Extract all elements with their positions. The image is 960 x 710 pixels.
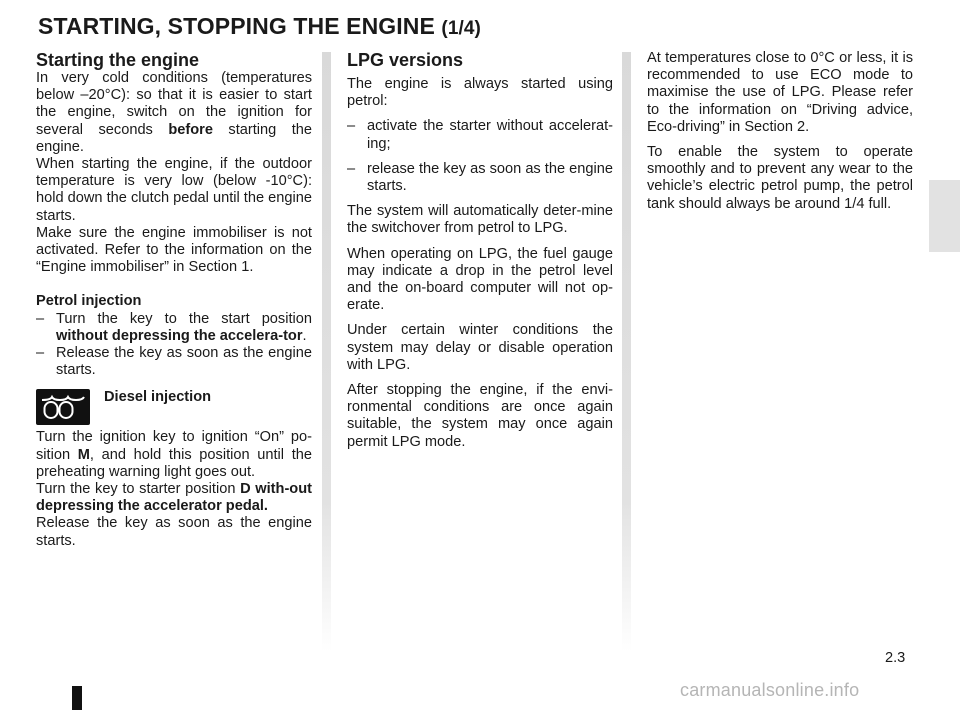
petrol-step-1: – Turn the key to the start position without depressing the accelera-tor. [36, 310, 312, 344]
column-lpg [347, 50, 613, 459]
page-title-part: (1/4) [441, 18, 481, 39]
petrol-injection-heading: Petrol injection [36, 293, 142, 310]
diesel-injection-heading: Diesel injection [104, 389, 212, 406]
diesel-ignition-paragraph: Turn the ignition key to ignition “On” po-sition M, and hold this position until the preheating warning light goes out. [36, 429, 312, 480]
lpg-intro-paragraph: The engine is always started using petrol: [347, 76, 613, 110]
petrol-step-2: – Release the key as soon as the engine starts. [36, 345, 312, 379]
column-rule-right [622, 52, 631, 652]
page-title [38, 13, 481, 40]
lpg-winter-paragraph: Under certain winter conditions the system may delay or disable operation with LPG. [347, 322, 613, 373]
section-heading-lpg: LPG versions [347, 50, 464, 70]
lpg-step-1: – activate the starter without accelerat-ing; [347, 118, 613, 152]
page-title-text: STARTING, STOPPING THE ENGINE [38, 13, 435, 39]
diesel-starter-paragraph: Turn the key to starter position D with-out depressing the accelerator pedal. [36, 481, 312, 515]
fuel-pump-paragraph: To enable the system to operate smoothly and to prevent any wear to the vehicle’s electric petrol pump, the petrol tank should always be around 1/4 full. [647, 144, 913, 212]
lpg-fuel-gauge-paragraph: When operating on LPG, the fuel gauge may indicate a drop in the petrol level and the on-board computer will not op-erate. [347, 245, 613, 314]
lpg-step-2: – release the key as soon as the engine starts. [347, 160, 613, 195]
column-rule-left [322, 52, 331, 652]
watermark: carmanualsonline.info [680, 680, 860, 700]
cold-start-paragraph: In very cold conditions (temperatures below –20°C): so that it is easier to start the engine, switch on the ignition for several seconds before starting the engine. [36, 70, 312, 155]
section-heading-starting: Starting the engine [36, 50, 200, 70]
footer-mark [72, 686, 82, 710]
lpg-switchover-paragraph: The system will automatically deter-mine the switchover from petrol to LPG. [347, 203, 613, 237]
eco-mode-paragraph: At temperatures close to 0°C or less, it is recommended to use ECO mode to maximise the use of LPG. Please refer to the information on “Driving advice, Eco-driving” in Section 2. [647, 50, 913, 135]
clutch-paragraph: When starting the engine, if the outdoor temperature is very low (below -10°C): hold down the clutch pedal until the engine starts. [36, 156, 312, 224]
page-number: 2.3 [885, 650, 906, 666]
diesel-release-paragraph: Release the key as soon as the engine starts. [36, 515, 312, 549]
column-starting [36, 50, 312, 550]
immobiliser-paragraph: Make sure the engine immobiliser is not activated. Refer to the information on the “Engine immobiliser” in Section 1. [36, 224, 312, 276]
column-eco [647, 50, 913, 221]
diesel-injection-header [36, 389, 312, 429]
preheating-warning-light-icon [36, 389, 90, 425]
section-thumb-tab [929, 180, 960, 252]
lpg-restart-paragraph: After stopping the engine, if the envi-ronmental conditions are once again suitable, the system may once again permit LPG mode. [347, 382, 613, 450]
